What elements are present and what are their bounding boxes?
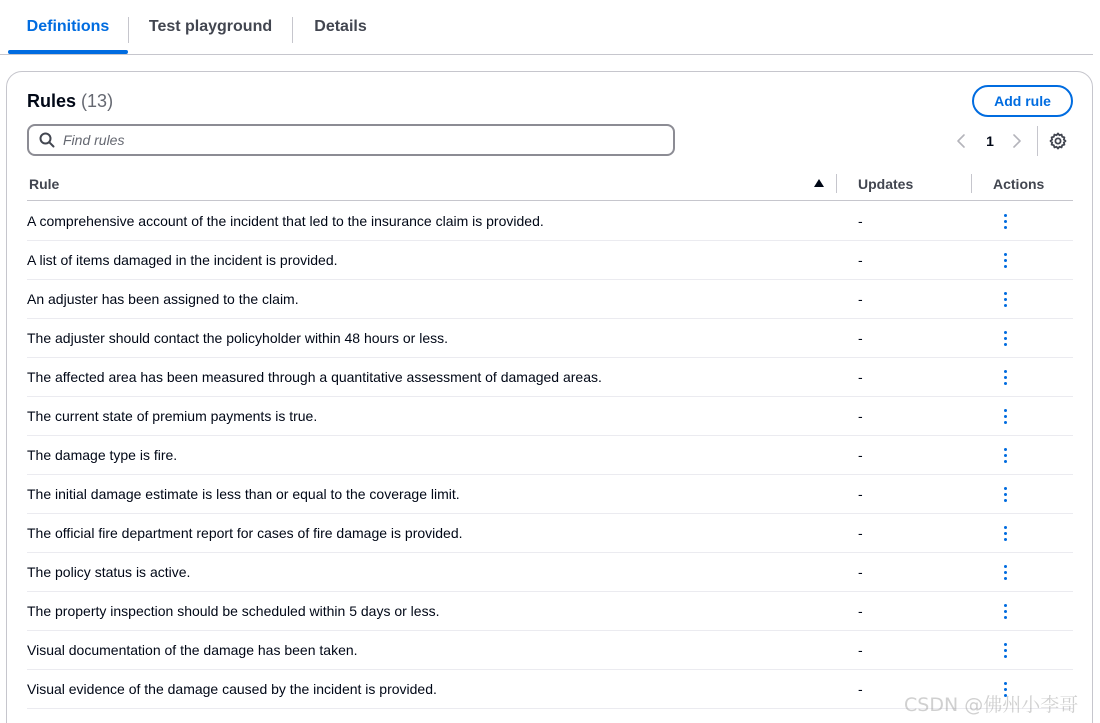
table-row: [27, 358, 1073, 397]
updates-cell: -: [858, 681, 863, 697]
row-actions-button[interactable]: [995, 524, 1015, 542]
column-divider: [836, 174, 837, 193]
row-actions-button[interactable]: [995, 602, 1015, 620]
rule-cell: An adjuster has been assigned to the claim.: [27, 291, 299, 307]
row-actions-button[interactable]: [995, 329, 1015, 347]
row-actions-button[interactable]: [995, 485, 1015, 503]
search-icon: [39, 132, 55, 148]
updates-cell: -: [858, 252, 863, 268]
updates-cell: -: [858, 525, 863, 541]
rule-cell: Visual evidence of the damage caused by the incident is provided.: [27, 681, 437, 697]
rule-cell: A list of items damaged in the incident is provided.: [27, 252, 338, 268]
rules-panel: [6, 71, 1093, 723]
updates-cell: -: [858, 369, 863, 385]
tab-test-playground[interactable]: Test playground: [148, 18, 273, 35]
table-row: [27, 202, 1073, 241]
more-vertical-icon: [1004, 370, 1007, 385]
table-row: [27, 280, 1073, 319]
rule-cell: The current state of premium payments is true.: [27, 408, 318, 424]
rule-cell: Visual documentation of the damage has been taken.: [27, 642, 358, 658]
more-vertical-icon: [1004, 292, 1007, 307]
sort-ascending-icon[interactable]: [813, 178, 825, 188]
rule-cell: The affected area has been measured through a quantitative assessment of damaged areas.: [27, 369, 602, 385]
rule-cell: The property inspection should be scheduled within 5 days or less.: [27, 603, 440, 619]
search-field[interactable]: [27, 124, 675, 156]
page-number-button[interactable]: 1: [986, 133, 994, 149]
tab-bar: [0, 0, 1093, 55]
updates-cell: -: [858, 408, 863, 424]
table-row: [27, 241, 1073, 280]
gear-icon: [1049, 132, 1067, 150]
rule-cell: The official fire department report for cases of fire damage is provided.: [27, 525, 463, 541]
rule-cell: The adjuster should contact the policyholder within 48 hours or less.: [27, 330, 449, 346]
more-vertical-icon: [1004, 448, 1007, 463]
table-row: [27, 514, 1073, 553]
more-vertical-icon: [1004, 409, 1007, 424]
next-page-button[interactable]: [1007, 127, 1027, 155]
updates-cell: -: [858, 447, 863, 463]
rules-header: [27, 91, 113, 112]
rule-cell: The damage type is fire.: [27, 447, 178, 463]
more-vertical-icon: [1004, 331, 1007, 346]
more-vertical-icon: [1004, 643, 1007, 658]
more-vertical-icon: [1004, 604, 1007, 619]
updates-cell: -: [858, 603, 863, 619]
rule-cell: A comprehensive account of the incident that led to the insurance claim is provided.: [27, 213, 544, 229]
updates-cell: -: [858, 486, 863, 502]
row-actions-button[interactable]: [995, 641, 1015, 659]
table-row: [27, 319, 1073, 358]
row-actions-button[interactable]: [995, 368, 1015, 386]
tab-definitions[interactable]: Definitions: [8, 0, 128, 54]
table-row: [27, 553, 1073, 592]
updates-cell: -: [858, 291, 863, 307]
row-actions-button[interactable]: [995, 251, 1015, 269]
more-vertical-icon: [1004, 565, 1007, 580]
column-header-updates: Updates: [858, 176, 914, 192]
table-row: [27, 592, 1073, 631]
row-actions-button[interactable]: [995, 407, 1015, 425]
updates-cell: -: [858, 564, 863, 580]
more-vertical-icon: [1004, 526, 1007, 541]
chevron-left-icon: [956, 133, 966, 149]
row-actions-button[interactable]: [995, 290, 1015, 308]
updates-cell: -: [858, 642, 863, 658]
rules-title: Rules: [27, 91, 77, 111]
more-vertical-icon: [1004, 487, 1007, 502]
row-actions-button[interactable]: [995, 446, 1015, 464]
rule-cell: The initial damage estimate is less than or equal to the coverage limit.: [27, 486, 460, 502]
row-actions-button[interactable]: [995, 563, 1015, 581]
updates-cell: -: [858, 330, 863, 346]
more-vertical-icon: [1004, 253, 1007, 268]
column-header-actions: Actions: [993, 176, 1045, 192]
add-rule-button[interactable]: Add rule: [972, 85, 1073, 117]
watermark: CSDN @佛州小李哥: [904, 694, 1079, 716]
tab-details[interactable]: Details: [314, 18, 367, 35]
table-row: [27, 436, 1073, 475]
rule-cell: The policy status is active.: [27, 564, 191, 580]
updates-cell: -: [858, 213, 863, 229]
table-header: [27, 168, 1073, 201]
row-actions-button[interactable]: [995, 212, 1015, 230]
column-divider: [971, 174, 972, 193]
table-body: [27, 202, 1073, 709]
table-row: [27, 397, 1073, 436]
preferences-button[interactable]: [1047, 127, 1069, 155]
pager-divider: [1037, 126, 1038, 156]
previous-page-button[interactable]: [951, 127, 971, 155]
table-row: [27, 475, 1073, 514]
search-input[interactable]: [63, 132, 623, 148]
chevron-right-icon: [1012, 133, 1022, 149]
rules-count: (13): [81, 91, 114, 111]
more-vertical-icon: [1004, 214, 1007, 229]
table-row: [27, 631, 1073, 670]
column-header-rule[interactable]: Rule: [29, 176, 60, 192]
